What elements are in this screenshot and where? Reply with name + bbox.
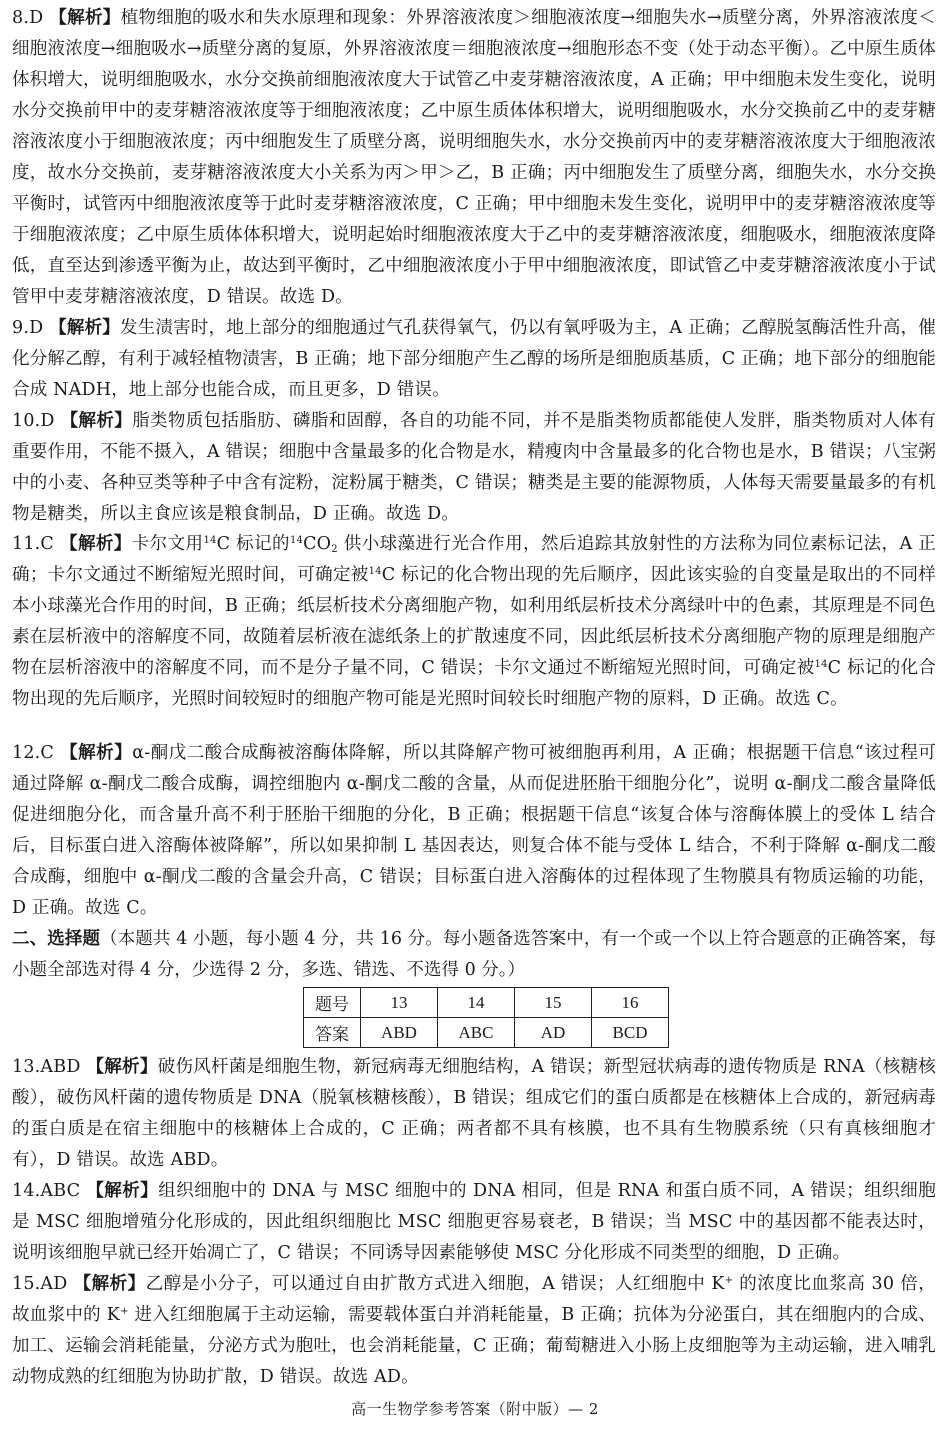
item-text: 发生渍害时，地上部分的细胞通过气孔获得氧气，仍以有氧呼吸为主，A 正确；乙醇脱氢酶活性升高，催化分解乙醇，有利于减轻植物渍害，B 正确；地下部分细胞产生乙醇的场所是细胞质基质，C 正确；地下部分的细胞能合成 NADH，地上部分也能合成，而且更多，D 错误。: [12, 318, 936, 400]
item-number: 10.D: [12, 411, 55, 431]
answer-item-13: [12, 1052, 936, 1176]
item-text: 脂类物质包括脂肪、磷脂和固醇，各自的功能不同，并不是脂类物质都能使人发胖，脂类物质对人体有重要作用，不能不摄入，A 错误；细胞中含量最多的化合物是水，精瘦肉中含量最多的化合物也是水，B 错误；八宝粥中的小麦、各种豆类等种子中含有淀粉，淀粉属于糖类，C 错误；糖类是主要的能源物质，人体每天需要量最多的有机物是糖类，所以主食应该是粮食制品，D 正确。故选 D。: [12, 411, 936, 524]
analysis-tag: 【解析】: [49, 318, 121, 338]
item-text: 的浓度比血浆高 30 倍，故血浆中的 K: [12, 1274, 936, 1325]
item-text: C 标记的: [216, 534, 290, 554]
ion-charge-superscript: +: [120, 1306, 129, 1317]
item-text: CO: [303, 534, 332, 554]
ion-charge-superscript: +: [724, 1275, 734, 1286]
item-text: α-酮戊二酸合成酶被溶酶体降解，所以其降解产物可被细胞再利用，A 正确；根据题干信息“该过程可通过降解 α-酮戊二酸合成酶，调控细胞内 α-酮戊二酸的含量，从而促进胚胎干细胞分化”，说明 α-酮戊二酸含量降低促进细胞分化，而含量升高不利于胚胎干细胞的分化，B 正确；根据题干信息“该复合体与溶酶体膜上的受体 L 结合后，目标蛋白进入溶酶体被降解”，所以如果抑制 L 基因表达，则复合体不能与受体 L 结合，不利于降解 α-酮戊二酸合成酶，细胞中 α-酮戊二酸的含量会升高，C 错误；目标蛋白进入溶酶体的过程体现了生物膜具有物质运输的功能，D 正确。故选 C。: [12, 743, 936, 918]
answer-item-15: [12, 1269, 936, 1393]
answer-item-10: [12, 406, 936, 530]
section-multiple-choice: [12, 924, 936, 986]
table-cell: ABC: [438, 1018, 515, 1048]
answer-item-9: [12, 313, 936, 406]
item-number: 15.AD: [12, 1274, 68, 1294]
item-text: 组织细胞中的 DNA 与 MSC 细胞中的 DNA 相同，但是 RNA 和蛋白质不同，A 错误；组织细胞是 MSC 细胞增殖分化形成的，因此组织细胞比 MSC 细胞更容易衰老，B 错误；当 MSC 中的基因都不能表达时，说明该细胞早就已经开始凋亡了，C 错误；不同诱导因素能够使 MSC 分化形成不同类型的细胞，D 正确。: [12, 1181, 936, 1263]
section-title: 二、选择题: [12, 929, 101, 949]
table-cell: 16: [592, 988, 669, 1018]
analysis-tag: 【解析】: [60, 743, 133, 763]
table-cell: BCD: [592, 1018, 669, 1048]
item-number: 13.ABD: [12, 1057, 81, 1077]
item-number: 9.D: [12, 318, 44, 338]
analysis-tag: 【解析】: [86, 1057, 158, 1077]
item-text: 供小球藻进行光合作用，然后追踪其放射性的方法称为同位素标记法，A 正确；卡尔文通过不断缩短光照时间，可确定被: [12, 534, 937, 585]
item-text: 进入红细胞属于主动运输，需要载体蛋白并消耗能量，B 正确；抗体为分泌蛋白，其在细胞内的合成、加工、运输会消耗能量，分泌方式为胞吐，也会消耗能量，C 正确；葡萄糖进入小肠上皮细胞等为主动运输，进入哺乳动物成熟的红细胞为协助扩散，D 错误。故选 AD。: [12, 1305, 936, 1387]
analysis-tag: 【解析】: [86, 1181, 159, 1201]
isotope-superscript: 14: [814, 659, 828, 670]
answer-item-14: [12, 1176, 936, 1269]
table-label: 题号: [304, 988, 361, 1018]
analysis-tag: 【解析】: [73, 1274, 146, 1294]
answer-table: [303, 987, 669, 1048]
table-cell: 15: [515, 988, 592, 1018]
answer-item-12: [12, 738, 936, 924]
answer-item-11: [12, 529, 936, 715]
section-instructions: （本题共 4 小题，每小题 4 分，共 16 分。每小题备选答案中，有一个或一个以上符合题意的正确答案，每小题全部选对得 4 分，少选得 2 分，多选、错选、不选得 0 分。）: [12, 929, 936, 980]
formula-subscript: 2: [331, 544, 338, 555]
answer-item-8: [12, 3, 936, 313]
item-text: 卡尔文用: [131, 534, 204, 554]
item-text: 植物细胞的吸水和失水原理和现象：外界溶液浓度＞细胞液浓度→细胞失水→质壁分离，外界溶液浓度＜细胞液浓度→细胞吸水→质壁分离的复原，外界溶液浓度＝细胞液浓度→细胞形态不变（处于动态平衡）。乙中原生质体体积增大，说明细胞吸水，水分交换前细胞液浓度大于试管乙中麦芽糖溶液浓度，A 正确；甲中细胞未发生变化，说明水分交换前甲中的麦芽糖溶液浓度等于细胞液浓度；乙中原生质体体积增大，说明细胞吸水，水分交换前乙中的麦芽糖溶液浓度小于细胞液浓度；丙中细胞发生了质壁分离，说明细胞失水，水分交换前丙中的麦芽糖溶液浓度大于细胞液浓度，故水分交换前，麦芽糖溶液浓度大小关系为丙＞甲＞乙，B 正确；丙中细胞发生了质壁分离，细胞失水，水分交换平衡时，试管丙中细胞液浓度等于此时麦芽糖溶液浓度，C 正确；甲中细胞未发生变化，说明甲中的麦芽糖溶液浓度等于细胞液浓度；乙中原生质体体积增大，说明起始时细胞液浓度大于乙中的麦芽糖溶液浓度，细胞吸水，细胞液浓度降低，直至达到渗透平衡为止，故达到平衡时，乙中细胞液浓度小于甲中细胞液浓度，即试管乙中麦芽糖溶液浓度小于试管甲中麦芽糖溶液浓度，D 错误。故选 D。: [12, 8, 936, 307]
item-number: 8.D: [12, 8, 44, 28]
item-number: 12.C: [12, 743, 55, 763]
table-cell: 14: [438, 988, 515, 1018]
item-text: C 标记的化合物出现的先后顺序，光照时间较短时的细胞产物可能是光照时间较长时细胞产物的原料，D 正确。故选 C。: [12, 658, 936, 709]
table-label: 答案: [304, 1018, 361, 1048]
isotope-superscript: 14: [289, 535, 304, 546]
table-cell: AD: [515, 1018, 592, 1048]
item-text: C 标记的化合物出现的先后顺序，因此该实验的自变量是取出的不同样本小球藻光合作用的时间，B 正确；纸层析技术分离细胞产物，如利用纸层析技术分离绿叶中的色素，其原理是不同色素在层析液中的溶解度不同，故随着层析液在滤纸条上的扩散速度不同，因此纸层析技术分离细胞产物的原理是细胞产物在层析溶液中的溶解度不同，而不是分子量不同，C 错误；卡尔文通过不断缩短光照时间，可确定被: [12, 565, 936, 678]
isotope-superscript: 14: [368, 566, 382, 577]
analysis-tag: 【解析】: [49, 8, 121, 28]
item-text: 破伤风杆菌是细胞生物，新冠病毒无细胞结构，A 错误；新型冠状病毒的遗传物质是 RNA（核糖核酸），破伤风杆菌的遗传物质是 DNA（脱氧核糖核酸），B 错误；组成它们的蛋白质都是在核糖体上合成的，新冠病毒的蛋白质是在宿主细胞中的核糖体上合成的，C 正确；两者都不具有核膜，也不具有生物膜系统（只有真核细胞才有），D 错误。故选 ABD。: [12, 1057, 937, 1170]
item-number: 14.ABC: [12, 1181, 81, 1201]
answer-table-header-row: [304, 988, 669, 1018]
table-cell: 13: [361, 988, 438, 1018]
answer-table-answer-row: [304, 1018, 669, 1048]
page-footer: 高一生物学参考答案（附中版）— 2: [351, 1400, 599, 1418]
item-number: 11.C: [12, 534, 55, 554]
analysis-tag: 【解析】: [60, 411, 133, 431]
analysis-tag: 【解析】: [60, 534, 132, 554]
table-cell: ABD: [361, 1018, 438, 1048]
item-text: 乙醇是小分子，可以通过自由扩散方式进入细胞，A 错误；人红细胞中 K: [145, 1274, 725, 1294]
isotope-superscript: 14: [203, 535, 217, 546]
